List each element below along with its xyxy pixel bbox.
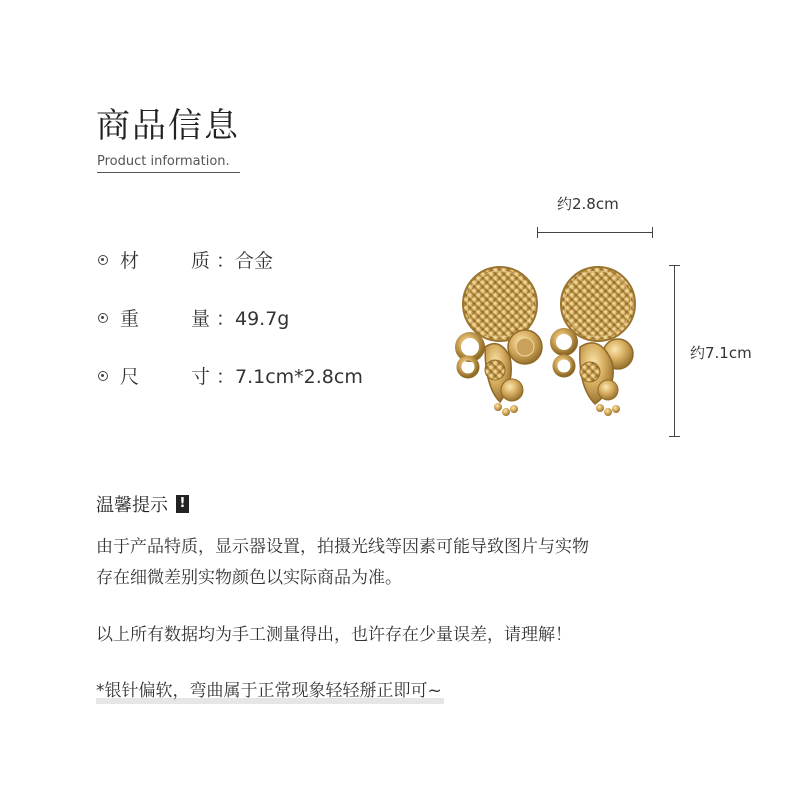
height-dimension-label: 约7.1cm — [690, 344, 752, 362]
notice-paragraph-1: 由于产品特质，显示器设置，拍摄光线等因素可能导致图片与实物 存在细微差别实物颜色以实际商品为准。 — [96, 537, 589, 588]
width-dimension-cap-right — [652, 227, 653, 238]
spec-value: ：49.7g — [216, 307, 290, 330]
page-title: 商品信息 — [96, 106, 240, 146]
spec-label: 重 量 — [120, 307, 210, 330]
bullet-circle-icon — [98, 371, 108, 381]
spec-value: ：7.1cm*2.8cm — [216, 365, 363, 388]
notice-title: 温馨提示 ! — [96, 491, 189, 517]
spec-label: 材 质 — [120, 249, 210, 272]
notice-paragraph-2: 以上所有数据均为手工测量得出，也许存在少量误差，请理解！ — [96, 625, 572, 645]
spec-row-weight — [98, 304, 289, 330]
spec-label: 尺 寸 — [120, 365, 210, 388]
page-subtitle: Product information. — [97, 154, 230, 169]
subtitle-underline — [97, 172, 240, 173]
spec-value: ：合金 — [216, 249, 274, 272]
left-earring — [458, 267, 542, 416]
width-dimension-line — [537, 232, 653, 233]
right-earring — [553, 267, 635, 416]
spec-row-size — [98, 362, 363, 388]
spec-row-material — [98, 246, 273, 272]
exclamation-icon: ! — [176, 495, 189, 513]
notice-paragraph-3: *银针偏软，弯曲属于正常现象轻轻掰正即可~ — [96, 681, 442, 701]
bullet-circle-icon — [98, 255, 108, 265]
width-dimension-label: 约2.8cm — [557, 195, 619, 213]
earrings-product-image — [440, 262, 660, 422]
bullet-circle-icon — [98, 313, 108, 323]
height-dimension-line — [674, 265, 675, 436]
height-dimension-cap-bottom — [669, 436, 680, 437]
